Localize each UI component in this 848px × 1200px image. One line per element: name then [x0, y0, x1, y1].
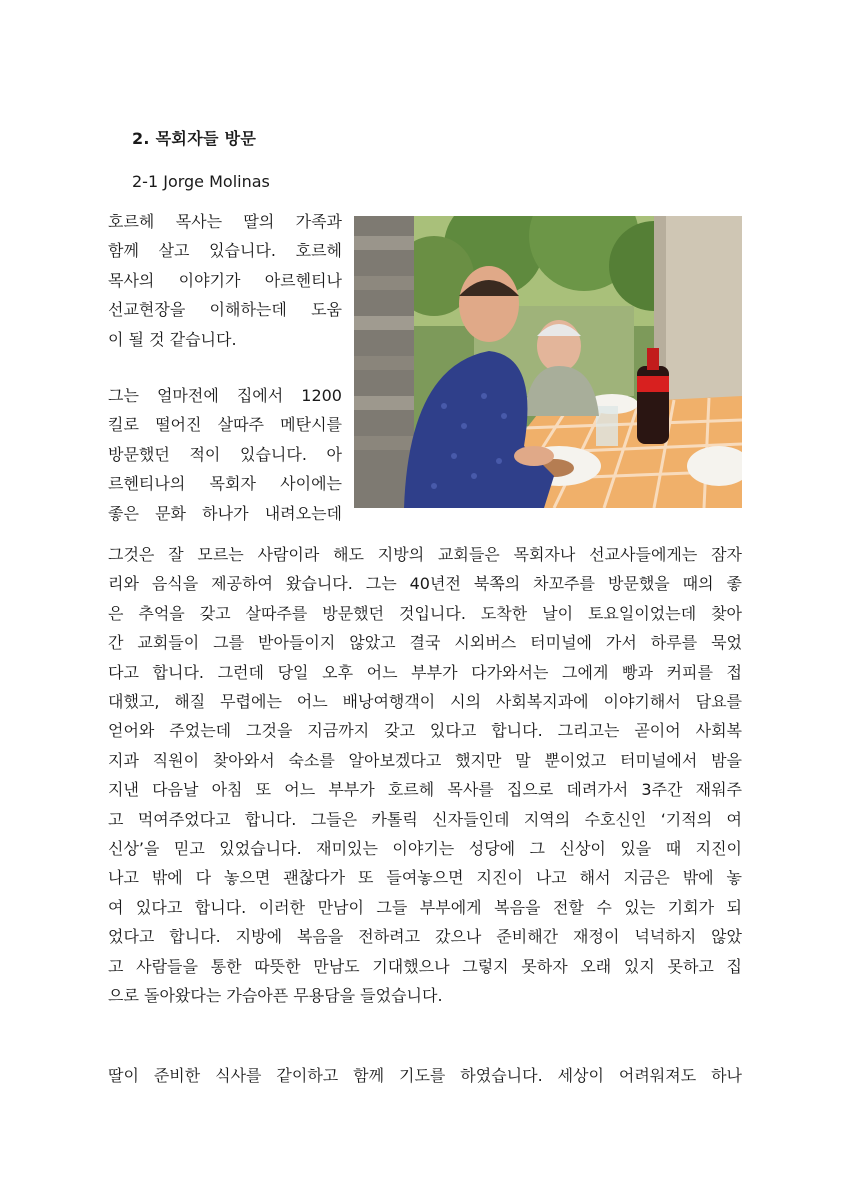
section-subheading: 2-1 Jorge Molinas	[132, 172, 270, 191]
two-men-at-table-photo	[354, 216, 742, 508]
text-line: 지낸 다음날 아침 또 어느 부부가 호르헤 목사를 집으로 데려가서 3주간 재워주	[108, 780, 742, 800]
text-line: 딸이 준비한 식사를 같이하고 함께 기도를 하였습니다. 세상이 어려워져도 하나	[108, 1066, 742, 1085]
text-line: 좋은 문화 하나가 내려오는데	[108, 503, 342, 523]
text-line: 선교현장을 이해하는데 도움	[108, 300, 342, 320]
text-line: 그것은 잘 모르는 사람이라 해도 지방의 교회들은 목회자나 선교사들에게는 잠자	[108, 545, 742, 564]
text-line: 대했고, 해질 무렵에는 어느 배낭여행객이 시의 사회복지과에 이야기해서 담요를	[108, 692, 742, 712]
main-paragraph	[108, 540, 742, 1011]
section-heading: 2. 목회자들 방문	[132, 129, 257, 148]
text-line: 리와 음식을 제공하여 왔습니다. 그는 40년전 북쪽의 차꼬주를 방문했을 때의 좋	[108, 574, 742, 594]
closing-paragraph	[108, 1061, 742, 1090]
text-line: 이 될 것 같습니다.	[108, 329, 237, 349]
text-line: 나고 밖에 다 놓으면 괜찮다가 또 들여놓으면 지진이 나고 해서 지금은 밖에 놓	[108, 868, 742, 888]
intro-paragraph	[108, 207, 342, 354]
text-line: 함께 살고 있습니다. 호르헤	[108, 241, 342, 261]
text-line: 신상’을 믿고 있었습니다. 재미있는 이야기는 성당에 그 신상이 있을 때 지진이	[108, 839, 742, 859]
text-line: 방문했던 적이 있습니다. 아	[108, 444, 342, 464]
text-line: 목사의 이야기가 아르헨티나	[108, 270, 342, 290]
text-line: 고 먹여주었다고 합니다. 그들은 카톨릭 신자들인데 지역의 수호신인 ‘기적의 여	[108, 809, 742, 829]
text-line: 얻어와 주었는데 그것을 지금까지 갖고 있다고 합니다. 그리고는 곧이어 사회복	[108, 721, 742, 741]
text-line: 지과 직원이 찾아와서 숙소를 알아보겠다고 했지만 말 뿐이었고 터미널에서 밤을	[108, 750, 742, 770]
text-line: 었다고 합니다. 지방에 복음을 전하려고 갔으나 준비해간 재정이 넉넉하지 않았	[108, 927, 742, 947]
text-line: 으로 돌아왔다는 가슴아픈 무용담을 들었습니다.	[108, 986, 443, 1006]
text-line: 르헨티나의 목회자 사이에는	[108, 474, 342, 494]
text-line: 그는 얼마전에 집에서 1200	[108, 386, 342, 405]
text-line: 다고 합니다. 그런데 당일 오후 어느 부부가 다가와서는 그에게 빵과 커피를 접	[108, 662, 742, 682]
text-line: 킬로 떨어진 살따주 메탄시를	[108, 415, 342, 435]
text-line: 은 추억을 갖고 살따주를 방문했던 것입니다. 도착한 날이 토요일이었는데 찾아	[108, 603, 742, 623]
second-paragraph	[108, 381, 342, 528]
text-line: 고 사람들을 통한 따뜻한 만남도 기대했으나 그렇지 못하자 오래 있지 못하고 집	[108, 956, 742, 976]
text-line: 여 있다고 합니다. 이러한 만남이 그들 부부에게 복음을 전할 수 있는 기회가 되	[108, 897, 742, 917]
text-line: 간 교회들이 그를 받아들이지 않았고 결국 시외버스 터미널에 가서 하루를 묵었	[108, 633, 742, 653]
text-line: 호르헤 목사는 딸의 가족과	[108, 212, 342, 231]
